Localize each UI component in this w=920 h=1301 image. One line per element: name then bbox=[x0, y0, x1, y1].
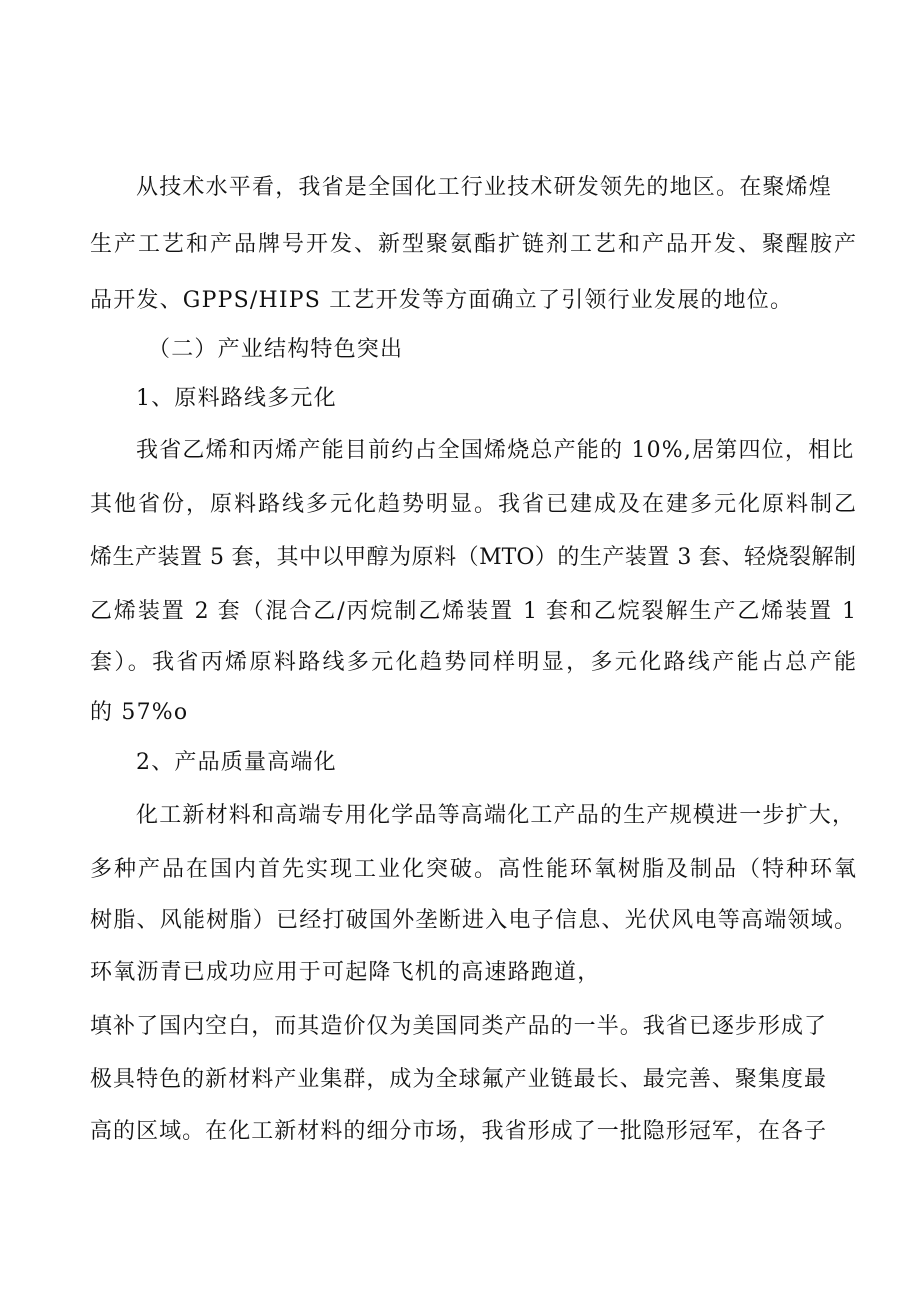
paragraph-2-line-4: 乙烯装置 2 套（混合乙/丙烷制乙烯装置 1 套和乙烷裂解生产乙烯装置 1 bbox=[90, 599, 856, 624]
paragraph-2-line-3: 烯生产装置 5 套，其中以甲醇为原料（MTO）的生产装置 3 套、轻烧裂解制 bbox=[90, 545, 856, 570]
section-heading: （二）产业结构特色突出 bbox=[148, 337, 404, 362]
paragraph-1-line-1: 从技术水平看，我省是全国化工行业技术研发领先的地区。在聚烯煌 bbox=[136, 175, 833, 200]
paragraph-1-line-3: 品开发、GPPS/HIPS 工艺开发等方面确立了引领行业发展的地位。 bbox=[90, 288, 794, 313]
paragraph-3-line-4: 环氧沥青已成功应用于可起降飞机的高速路跑道， bbox=[90, 960, 601, 985]
paragraph-3-line-1: 化工新材料和高端专用化学品等高端化工产品的生产规模进一步扩大， bbox=[136, 803, 856, 828]
paragraph-2-line-5: 套）。我省丙烯原料路线多元化趋势同样明显，多元化路线产能占总产能 bbox=[90, 650, 856, 675]
paragraph-1-line-2: 生产工艺和产品牌号开发、新型聚氨酯扩链剂工艺和产品开发、聚醒胺产 bbox=[90, 232, 856, 257]
paragraph-2-line-2: 其他省份，原料路线多元化趋势明显。我省已建成及在建多元化原料制乙 bbox=[90, 492, 856, 517]
paragraph-3-line-2: 多种产品在国内首先实现工业化突破。高性能环氧树脂及制品（特种环氧 bbox=[90, 857, 856, 882]
paragraph-2-line-6: 的 57%o bbox=[90, 700, 189, 725]
paragraph-3-line-6: 极具特色的新材料产业集群，成为全球氟产业链最长、最完善、聚集度最 bbox=[90, 1067, 826, 1092]
paragraph-3-line-3: 树脂、风能树脂）已经打破国外垄断进入电子信息、光伏风电等高端领域。 bbox=[90, 908, 856, 933]
subheading-product-quality: 2、产品质量高端化 bbox=[136, 750, 337, 775]
subheading-raw-material: 1、原料路线多元化 bbox=[136, 386, 337, 411]
paragraph-2-line-1: 我省乙烯和丙烯产能目前约占全国烯烧总产能的 10%,居第四位，相比 bbox=[136, 438, 855, 463]
paragraph-3-line-5: 填补了国内空白，而其造价仅为美国同类产品的一半。我省已逐步形成了 bbox=[90, 1014, 826, 1039]
paragraph-3-line-7: 高的区域。在化工新材料的细分市场，我省形成了一批隐形冠军，在各子 bbox=[90, 1119, 826, 1144]
